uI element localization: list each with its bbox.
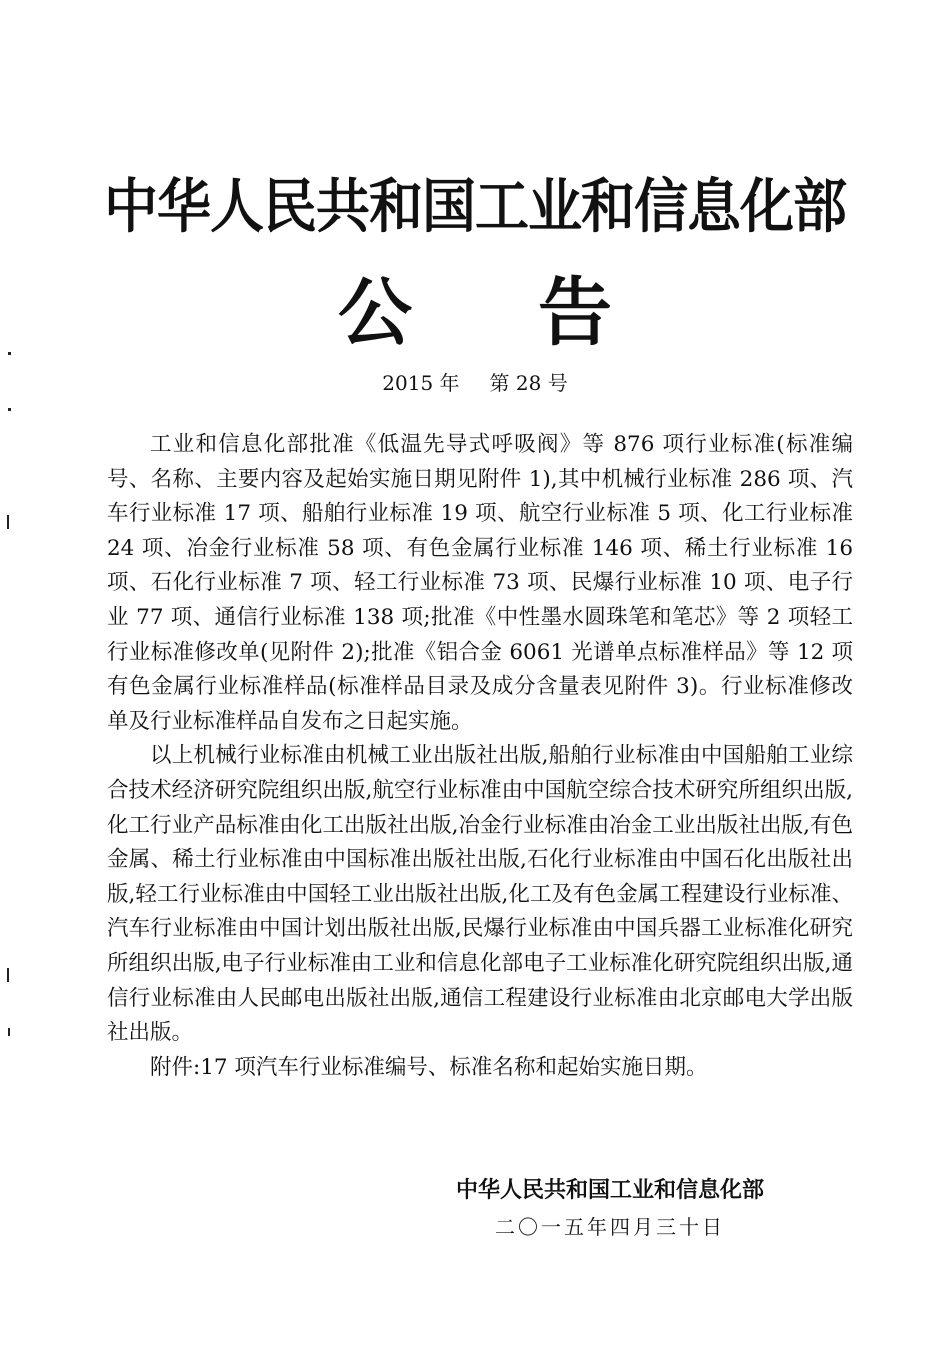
scan-speck — [8, 1028, 10, 1036]
signing-date: 二〇一五年四月三十日 — [495, 1215, 725, 1239]
scan-speck — [8, 408, 11, 411]
body-paragraph-approval: 工业和信息化部批准《低温先导式呼吸阀》等 876 项行业标准(标准编号、名称、主要内容及起始实施日期见附件 1),其中机械行业标准 286 项、汽车行业标准 17 项、船舶行业标准 19 项、航空行业标准 5 项、化工行业标准 24 项、冶金行业标准 58 项、有色金属行业标准 146 项、稀土行业标准 16 项、石化行业标准 7 项、轻工行业标准 73 项、民爆行业标准 10 项、电子行业 77 项、通信行业标准 138 项;批准《中性墨水圆珠笔和笔芯》等 2 项轻工行业标准修改单(见附件 2);批准《铝合金 6061 光谱单点标准样品》等 12 项有色金属行业标准样品(标准样品目录及成分含量表见附件 3)。行业标准修改单及行业标准样品自发布之日起实施。 — [107, 432, 853, 734]
signing-organization: 中华人民共和国工业和信息化部 — [455, 1178, 764, 1203]
scan-speck — [7, 968, 9, 982]
scan-speck — [8, 352, 11, 355]
announcement-body — [107, 428, 853, 1085]
body-paragraph-publishers: 以上机械行业标准由机械工业出版社出版,船舶行业标准由中国船舶工业综合技术经济研究院组织出版,航空行业标准由中国航空综合技术研究所组织出版,化工行业产品标准由化工出版社出版,冶金行业标准由冶金工业出版社出版,有色金属、稀土行业标准由中国标准出版社出版,石化行业标准由中国石化出版社出版,轻工行业标准由中国轻工业出版社出版,化工及有色金属工程建设行业标准、汽车行业标准由中国计划出版社出版,民爆行业标准由中国兵器工业标准化研究所组织出版,电子行业标准由工业和信息化部电子工业标准化研究院组织出版,通信行业标准由人民邮电出版社出版,通信工程建设行业标准由北京邮电大学出版社出版。 — [107, 743, 853, 1046]
body-paragraph-attachment: 附件:17 项汽车行业标准编号、标准名称和起始实施日期。 — [150, 1054, 708, 1080]
document-number — [0, 368, 950, 398]
document-type-heading: 公告 — [338, 270, 738, 356]
scan-speck — [7, 515, 9, 529]
issuer-title: 中华人民共和国工业和信息化部 — [104, 172, 846, 241]
announcement-year: 2015 年 — [382, 371, 460, 395]
signature-block — [380, 1174, 840, 1244]
announcement-number: 第 28 号 — [489, 371, 568, 395]
